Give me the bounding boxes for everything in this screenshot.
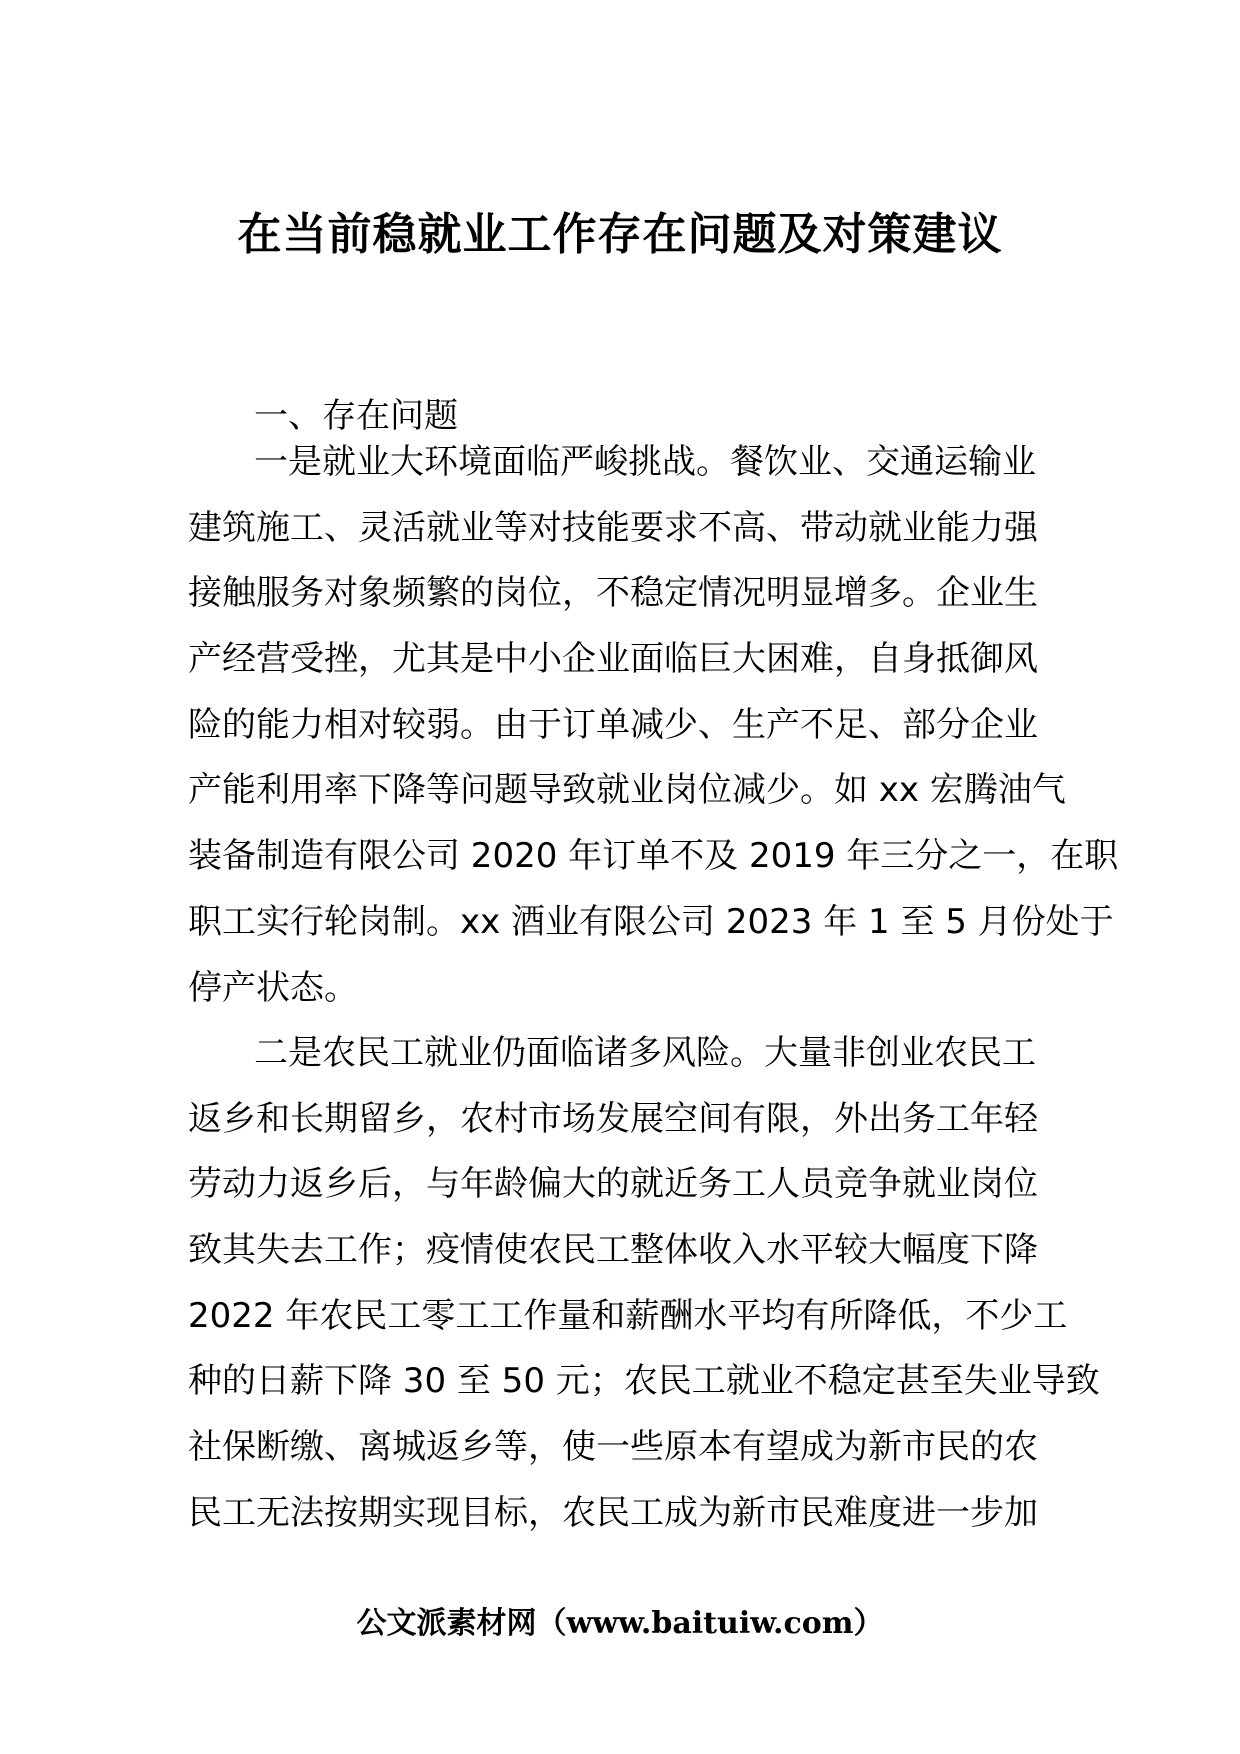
paragraph-line: 种的日薪下降 30 至 50 元；农民工就业不稳定甚至失业导致 bbox=[188, 1361, 1100, 1402]
paragraph-line: 社保断缴、离城返乡等，使一些原本有望成为新市民的农 bbox=[188, 1427, 1038, 1468]
section-heading: 一、存在问题 bbox=[254, 396, 458, 436]
paragraph-line: 装备制造有限公司 2020 年订单不及 2019 年三分之一，在职 bbox=[188, 836, 1119, 877]
paragraph-line: 险的能力相对较弱。由于订单减少、生产不足、部分企业 bbox=[188, 704, 1038, 745]
paragraph-line: 产能利用率下降等问题导致就业岗位减少。如 xx 宏腾油气 bbox=[188, 770, 1066, 811]
footer-watermark: 公文派素材网（www.baituiw.com） bbox=[356, 1606, 884, 1641]
paragraph-line: 致其失去工作；疫情使农民工整体收入水平较大幅度下降 bbox=[188, 1230, 1038, 1271]
paragraph-2 bbox=[188, 1021, 1100, 1547]
paragraph-line: 职工实行轮岗制。xx 酒业有限公司 2023 年 1 至 5 月份处于 bbox=[188, 901, 1114, 942]
paragraph-line: 二是农民工就业仍面临诸多风险。大量非创业农民工 bbox=[254, 1033, 1036, 1073]
paragraph-line: 建筑施工、灵活就业等对技能要求不高、带动就业能力强 bbox=[188, 507, 1038, 548]
paragraph-line: 一是就业大环境面临严峻挑战。餐饮业、交通运输业 bbox=[254, 442, 1036, 482]
paragraph-line: 停产状态。 bbox=[188, 967, 358, 1008]
paragraph-line: 民工无法按期实现目标，农民工成为新市民难度进一步加 bbox=[188, 1492, 1038, 1533]
paragraph-line: 返乡和长期留乡，农村市场发展空间有限，外出务工年轻 bbox=[188, 1098, 1038, 1139]
paragraph-1 bbox=[188, 430, 1119, 1021]
paragraph-line: 劳动力返乡后，与年龄偏大的就近务工人员竞争就业岗位 bbox=[188, 1164, 1038, 1205]
paragraph-line: 产经营受挫，尤其是中小企业面临巨大困难，自身抵御风 bbox=[188, 639, 1038, 680]
paragraph-line: 2022 年农民工零工工作量和薪酬水平均有所降低，不少工 bbox=[188, 1295, 1068, 1336]
document-title: 在当前稳就业工作存在问题及对策建议 bbox=[237, 209, 1003, 260]
paragraph-line: 接触服务对象频繁的岗位，不稳定情况明显增多。企业生 bbox=[188, 573, 1038, 614]
